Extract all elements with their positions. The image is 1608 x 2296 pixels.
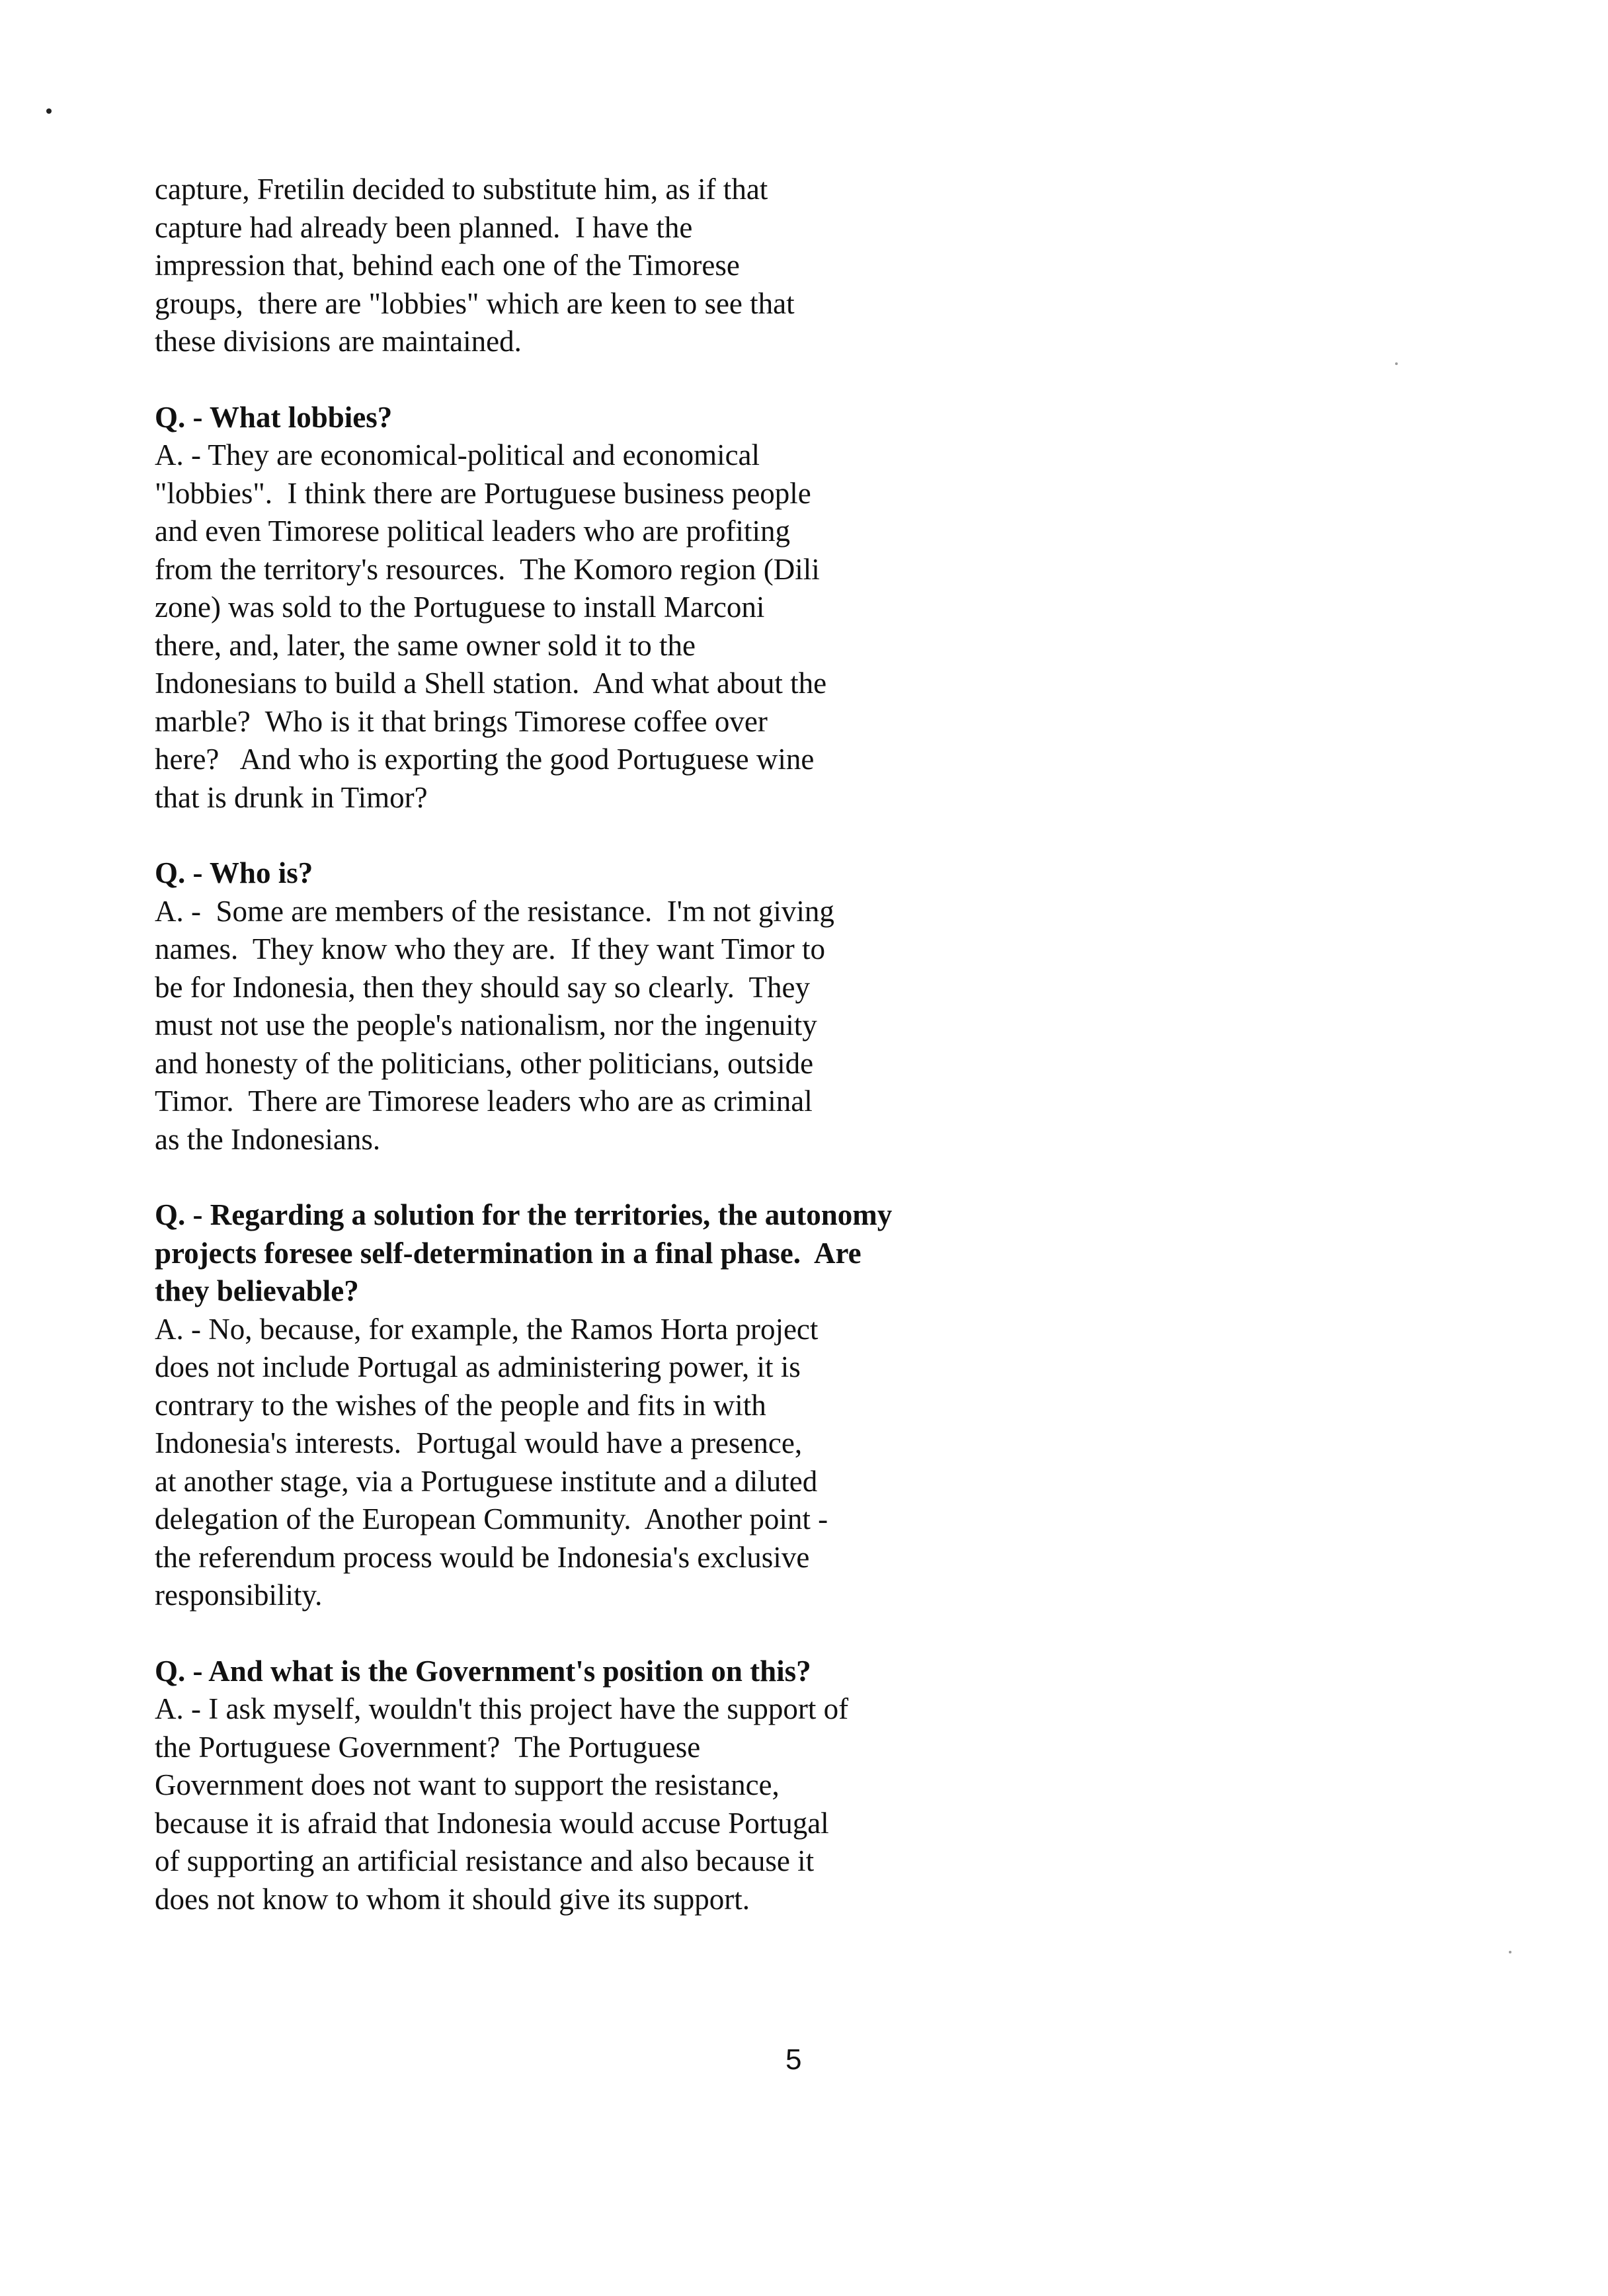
answer-line: must not use the people's nationalism, nor the ingenuity	[155, 1008, 817, 1042]
question-line: Q. - Who is?	[155, 856, 313, 889]
answer-line: at another stage, via a Portuguese institute and a diluted	[155, 1464, 818, 1498]
qa-block	[155, 1653, 1213, 1919]
answer-line: Indonesia's interests. Portugal would have a presence,	[155, 1426, 803, 1459]
question-line: they believable?	[155, 1274, 359, 1307]
answer-line: marble? Who is it that brings Timorese coffee over	[155, 704, 768, 738]
answer-line: responsibility.	[155, 1578, 323, 1612]
answer-line: A. - Some are members of the resistance. I'm not giving	[155, 894, 834, 928]
answer-line: the Portuguese Government? The Portuguese	[155, 1730, 701, 1764]
answer-line: that is drunk in Timor?	[155, 780, 428, 814]
question-heading	[155, 1653, 1213, 1691]
answer-paragraph	[155, 1311, 1213, 1615]
answer-line: names. They know who they are. If they want Timor to	[155, 932, 826, 965]
question-heading	[155, 854, 1213, 893]
answer-line: Indonesians to build a Shell station. And what about the	[155, 667, 827, 700]
text-line: groups, there are "lobbies" which are keen to see that	[155, 286, 795, 320]
answer-paragraph	[155, 893, 1213, 1159]
answer-line: does not know to whom it should give its support.	[155, 1882, 750, 1916]
text-line: impression that, behind each one of the Timorese	[155, 249, 740, 282]
qa-block	[155, 399, 1213, 817]
text-line: these divisions are maintained.	[155, 325, 522, 358]
answer-line: there, and, later, the same owner sold it to the	[155, 628, 696, 662]
question-line: Q. - And what is the Government's position on this?	[155, 1654, 811, 1688]
answer-line: delegation of the European Community. Another point -	[155, 1502, 828, 1536]
answer-line: contrary to the wishes of the people and fits in with	[155, 1388, 766, 1422]
answer-line: "lobbies". I think there are Portuguese business people	[155, 476, 811, 510]
answer-line: as the Indonesians.	[155, 1122, 381, 1156]
answer-line: zone) was sold to the Portuguese to install Marconi	[155, 591, 765, 624]
answer-line: the referendum process would be Indonesia's exclusive	[155, 1540, 810, 1574]
answer-line: from the territory's resources. The Komoro region (Dili	[155, 552, 820, 586]
answer-paragraph	[155, 1690, 1213, 1918]
text-line: capture had already been planned. I have the	[155, 210, 693, 244]
answer-line: Timor. There are Timorese leaders who are as criminal	[155, 1085, 813, 1118]
question-heading	[155, 399, 1213, 437]
qa-block	[155, 1196, 1213, 1615]
answer-line: because it is afraid that Indonesia would accuse Portugal	[155, 1806, 829, 1840]
scan-speck	[46, 108, 52, 114]
answer-paragraph	[155, 436, 1213, 817]
question-line: Q. - Regarding a solution for the territories, the autonomy	[155, 1198, 893, 1231]
document-body	[155, 171, 1213, 1956]
answer-line: Government does not want to support the resistance,	[155, 1768, 780, 1801]
intro-paragraph	[155, 171, 1213, 361]
text-line: capture, Fretilin decided to substitute him, as if that	[155, 173, 768, 206]
answer-line: and honesty of the politicians, other politicians, outside	[155, 1046, 814, 1080]
answer-line: be for Indonesia, then they should say so clearly. They	[155, 970, 810, 1004]
page-number: 5	[785, 2043, 802, 2076]
qa-list	[155, 399, 1213, 1919]
answer-line: A. - No, because, for example, the Ramos Horta project	[155, 1312, 819, 1346]
question-line: Q. - What lobbies?	[155, 400, 393, 434]
answer-line: A. - I ask myself, wouldn't this project have the support of	[155, 1692, 849, 1725]
scan-speck	[1509, 1951, 1511, 1953]
answer-line: of supporting an artificial resistance and also because it	[155, 1844, 815, 1877]
qa-block	[155, 854, 1213, 1159]
scan-speck	[1395, 362, 1398, 365]
answer-line: and even Timorese political leaders who are profiting	[155, 514, 790, 548]
answer-line: does not include Portugal as administering power, it is	[155, 1350, 801, 1383]
answer-line: here? And who is exporting the good Portuguese wine	[155, 743, 815, 776]
answer-line: A. - They are economical-political and economical	[155, 438, 760, 472]
question-heading	[155, 1196, 1213, 1311]
question-line: projects foresee self-determination in a final phase. Are	[155, 1236, 862, 1270]
